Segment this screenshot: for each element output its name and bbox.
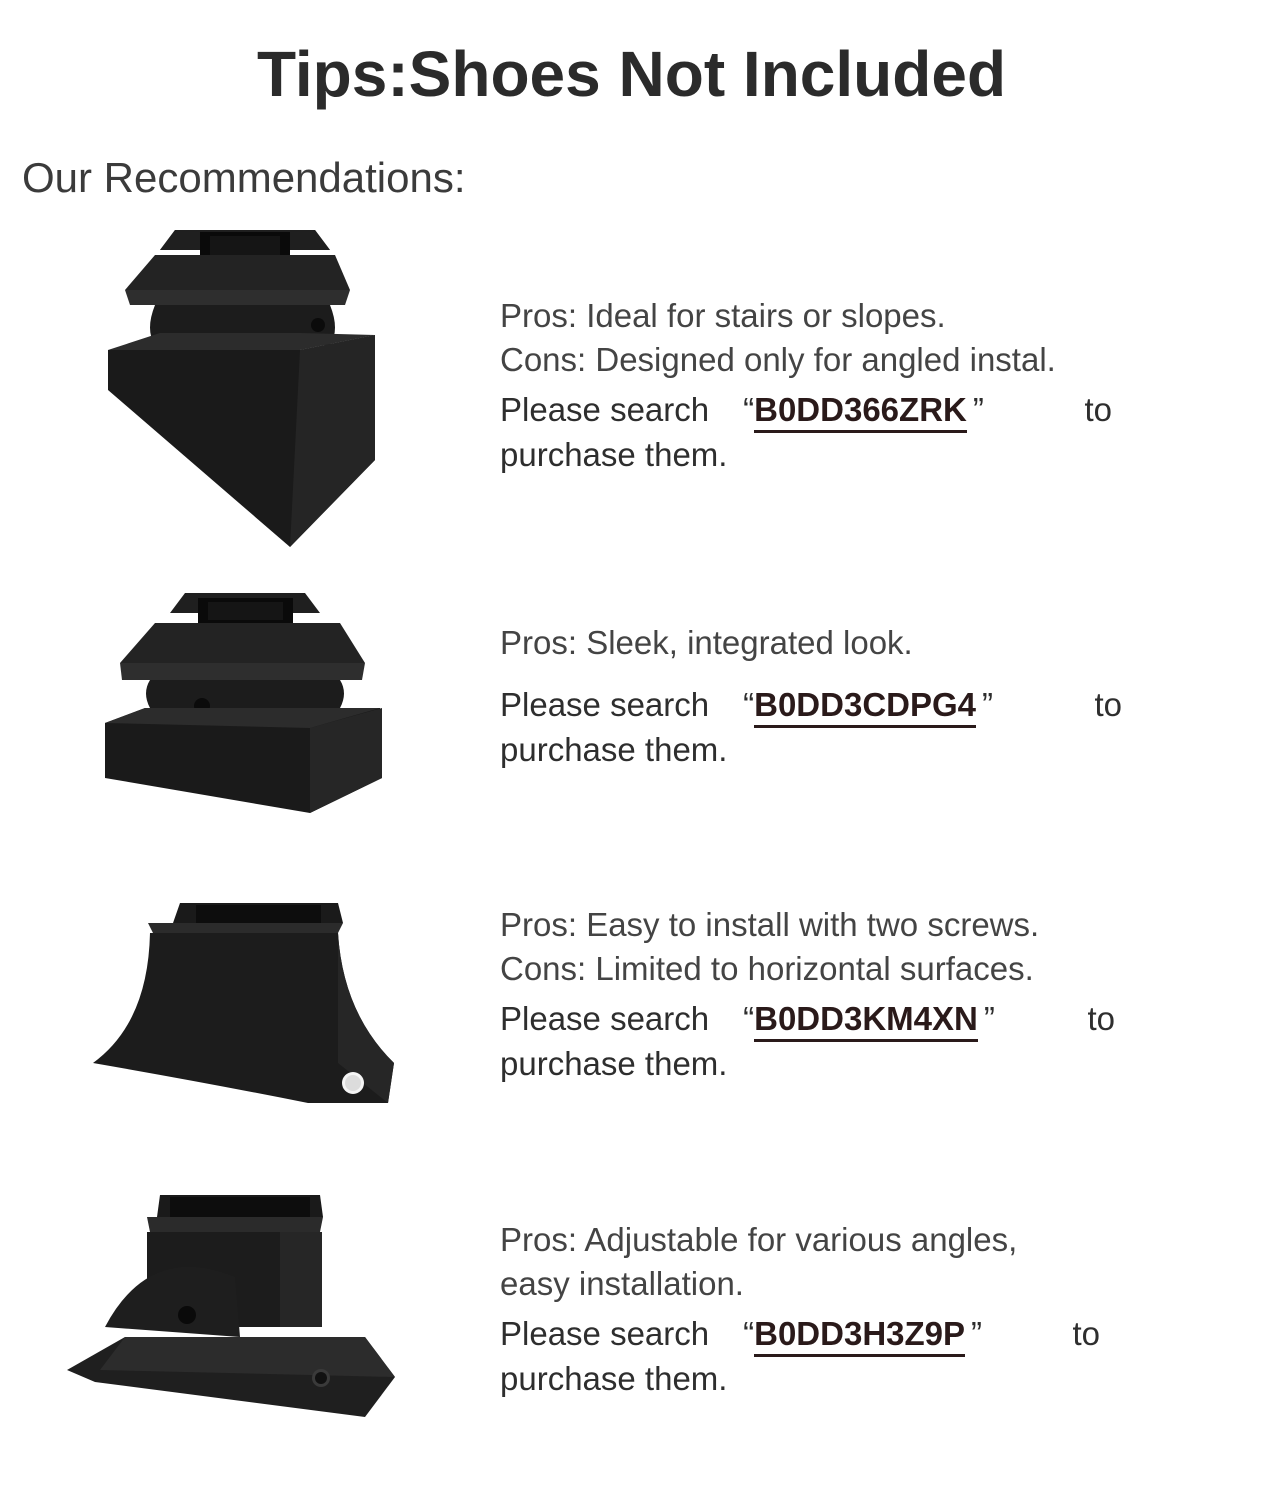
recommendation-text	[500, 1218, 1140, 1401]
recommendation-text	[500, 903, 1140, 1086]
search-prefix: Please search	[500, 686, 710, 723]
page-title: Tips:Shoes Not Included	[256, 38, 1007, 110]
search-prefix: Please search	[500, 391, 710, 428]
product-code-link[interactable]: B0DD3H3Z9P	[754, 1314, 965, 1357]
recommendation-text	[500, 294, 1140, 477]
quote-close: ”	[983, 1000, 995, 1037]
cons-line: Cons: Designed only for angled instal.	[500, 341, 1056, 378]
quote-open: “	[743, 391, 755, 428]
quote-open: “	[743, 1000, 755, 1037]
pros-line-continued: easy installation.	[500, 1265, 744, 1302]
search-prefix: Please search	[500, 1315, 710, 1352]
cons-line: Cons: Limited to horizontal surfaces.	[500, 950, 1034, 987]
product-code-link[interactable]: B0DD366ZRK	[754, 390, 967, 433]
search-to: to	[1087, 1000, 1115, 1037]
angled-stair-shoe-icon	[100, 220, 390, 555]
pros-line: Pros: Adjustable for various angles,	[500, 1221, 1018, 1258]
quote-close: ”	[972, 391, 984, 428]
search-suffix: purchase them.	[500, 1045, 728, 1082]
adjustable-pivot-shoe-icon	[65, 1187, 400, 1422]
search-to: to	[1084, 391, 1112, 428]
product-code-link[interactable]: B0DD3CDPG4	[754, 685, 976, 728]
search-suffix: purchase them.	[500, 1360, 728, 1397]
search-prefix: Please search	[500, 1000, 710, 1037]
pros-line: Pros: Easy to install with two screws.	[500, 906, 1040, 943]
quote-close: ”	[982, 686, 994, 723]
quote-close: ”	[971, 1315, 983, 1352]
flared-screw-shoe-icon	[88, 893, 398, 1113]
pros-line: Pros: Ideal for stairs or slopes.	[500, 297, 946, 334]
search-instruction	[500, 388, 1140, 477]
search-instruction	[500, 1312, 1140, 1401]
search-suffix: purchase them.	[500, 731, 728, 768]
search-instruction	[500, 683, 1140, 772]
product-code-link[interactable]: B0DD3KM4XN	[754, 999, 978, 1042]
recommendations-heading: Our Recommendations:	[22, 154, 466, 201]
search-suffix: purchase them.	[500, 436, 728, 473]
search-to: to	[1094, 686, 1122, 723]
recommendation-text	[500, 621, 1140, 772]
pros-line: Pros: Sleek, integrated look.	[500, 624, 913, 661]
quote-open: “	[743, 1315, 755, 1352]
search-instruction	[500, 997, 1140, 1086]
flat-base-shoe-icon	[100, 588, 390, 818]
search-to: to	[1072, 1315, 1100, 1352]
quote-open: “	[743, 686, 755, 723]
